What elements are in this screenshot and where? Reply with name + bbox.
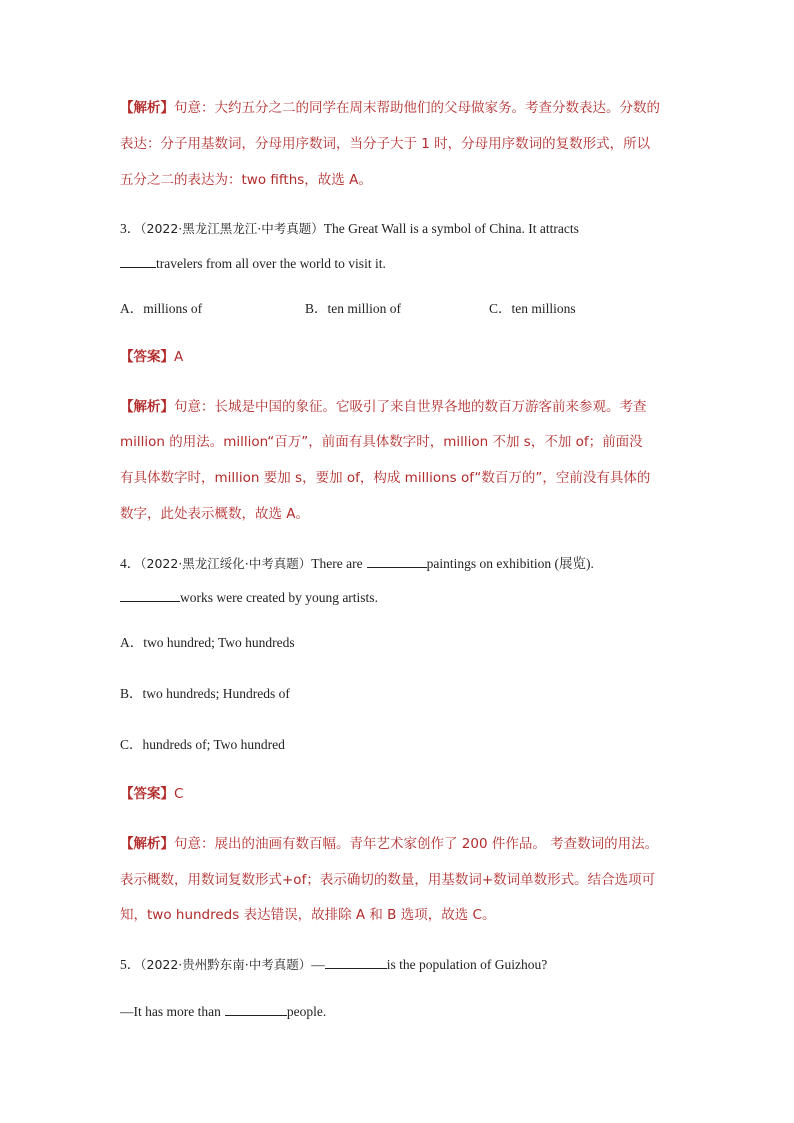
- option-b: B．two hundreds; Hundreds of: [120, 686, 290, 701]
- option-a: A．two hundred; Two hundreds: [120, 635, 295, 650]
- question-source: （2022·贵州黔东南·中考真题）: [140, 957, 312, 972]
- analysis-tag: 【解析】: [120, 399, 174, 415]
- question-number: 4．: [120, 556, 141, 571]
- question-text: works were created by young artists.: [180, 590, 378, 605]
- analysis-text: 句意：长城是中国的象征。它吸引了来自世界各地的数百万游客前来参观。考查: [174, 399, 647, 415]
- analysis-q2-line1: [120, 98, 660, 118]
- question-3-stem: [120, 219, 579, 239]
- question-text: —It has more than: [120, 1004, 221, 1019]
- answer-value: A: [174, 349, 184, 365]
- question-5-stem: [120, 955, 547, 975]
- option-c: C．hundreds of; Two hundred: [120, 737, 285, 752]
- option-a: A．millions of: [120, 301, 203, 316]
- question-text: is the population of Guizhou?: [386, 957, 548, 972]
- question-number: 5．: [120, 957, 141, 972]
- analysis-q4-line2: 表示概数，用数词复数形式+of；表示确切的数量，用基数词+数词单数形式。结合选项可: [120, 872, 656, 888]
- option-c: C．ten millions: [489, 301, 576, 316]
- answer-label: 【答案】: [120, 349, 174, 365]
- question-source: （2022·黑龙江绥化·中考真题）: [140, 556, 312, 571]
- question-text: paintings on exhibition (展览).: [426, 556, 594, 571]
- analysis-q3-line3: 有具体数字时，million 要加 s，要加 of，构成 millions of“数百万的”，空前没有具体的: [120, 470, 651, 486]
- question-3-stem-line2: [120, 254, 386, 274]
- answer-label: 【答案】: [120, 786, 174, 802]
- question-4-stem: [120, 554, 594, 574]
- analysis-q2-line2: 表达：分子用基数词，分母用序数词，当分子大于 1 时，分母用序数词的复数形式，所以: [120, 136, 651, 152]
- question-text: —: [311, 957, 325, 972]
- question-text: There are: [311, 556, 363, 571]
- analysis-q3-line2: million 的用法。million“百万”，前面有具体数字时，million 不加 s，不加 of；前面没: [120, 434, 643, 450]
- analysis-q4-line1: [120, 834, 658, 854]
- question-text: The Great Wall is a symbol of China. It attracts: [323, 221, 579, 236]
- answer-q3: [120, 347, 183, 367]
- analysis-text: 句意：展出的油画有数百幅。青年艺术家创作了 200 件作品。 考查数词的用法。: [174, 836, 659, 852]
- question-4-stem-line2: [120, 588, 378, 608]
- answer-blank: [120, 254, 156, 268]
- answer-blank: [325, 955, 387, 969]
- question-text: travelers from all over the world to visit it.: [156, 256, 386, 271]
- analysis-tag: 【解析】: [120, 100, 174, 116]
- analysis-tag: 【解析】: [120, 836, 174, 852]
- answer-blank: [367, 554, 427, 568]
- analysis-text: 句意：大约五分之二的同学在周末帮助他们的父母做家务。考查分数表达。分数的: [174, 100, 660, 116]
- answer-q4: [120, 784, 183, 804]
- answer-blank: [225, 1002, 287, 1016]
- answer-blank: [120, 588, 180, 602]
- option-b: B．ten million of: [305, 301, 401, 316]
- question-5-stem-line2: [120, 1002, 326, 1022]
- question-source: （2022·黑龙江黑龙江·中考真题）: [140, 221, 324, 236]
- analysis-q3-line1: [120, 397, 647, 417]
- question-number: 3．: [120, 221, 141, 236]
- answer-value: C: [174, 786, 184, 802]
- analysis-q2-line3: 五分之二的表达为：two fifths，故选 A。: [120, 172, 372, 188]
- question-text: people.: [286, 1004, 327, 1019]
- analysis-q3-line4: 数字，此处表示概数，故选 A。: [120, 506, 310, 522]
- analysis-q4-line3: 知，two hundreds 表达错误，故排除 A 和 B 选项，故选 C。: [120, 907, 496, 923]
